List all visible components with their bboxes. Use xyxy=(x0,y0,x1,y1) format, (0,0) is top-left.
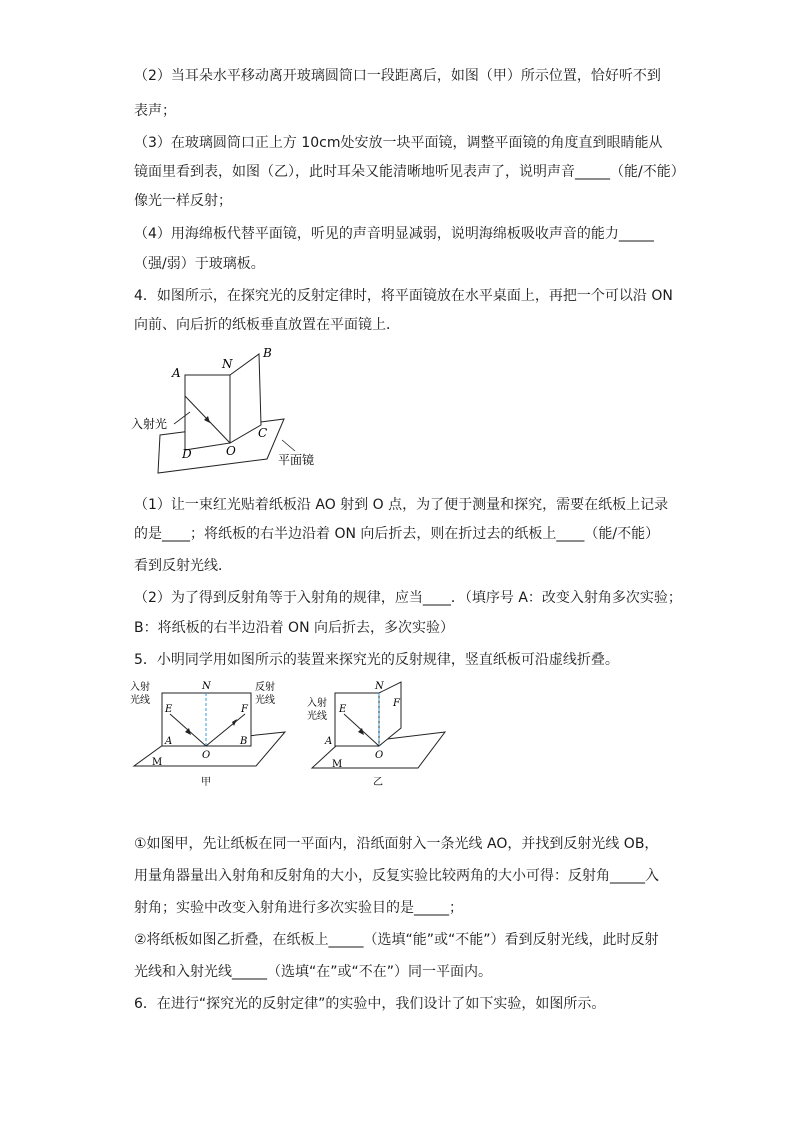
question-4-stem: 4．如图所示，在探究光的反射定律时，将平面镜放在水平桌面上，再把一个可以沿 ON xyxy=(134,288,673,304)
text-line: （2）为了得到反射角等于入射角的规律，应当____．（填序号 A：改变入射角多次实验； xyxy=(134,590,682,606)
label-M: M xyxy=(152,757,163,768)
label-C: C xyxy=(258,426,268,440)
figure-caption: 乙 xyxy=(373,777,383,788)
question-5-stem: 5．小明同学用如图所示的装置来探究光的反射规律，竖直纸板可沿虚线折叠。 xyxy=(134,652,619,668)
label-N: N xyxy=(375,681,384,692)
text-line: B：将纸板的右半边沿着 ON 向后折去，多次实验） xyxy=(134,620,454,636)
text-line: 看到反射光线． xyxy=(134,558,232,574)
label-F: F xyxy=(241,704,248,715)
label-D: D xyxy=(182,447,192,461)
text-line: 光线和入射光线_____（选填“在”或“不在”）同一平面内。 xyxy=(134,964,493,980)
incident-label-1: 入射 xyxy=(307,698,327,709)
figure-yi xyxy=(305,678,450,788)
label-F: F xyxy=(393,698,400,709)
incident-light-label: 入射光 xyxy=(131,417,168,431)
label-O: O xyxy=(202,750,211,761)
label-O: O xyxy=(375,750,384,761)
label-B: B xyxy=(240,736,248,747)
question-6-stem: 6．在进行“探究光的反射定律”的实验中，我们设计了如下实验，如图所示。 xyxy=(134,996,606,1012)
incident-label-1: 入射 xyxy=(130,682,150,693)
text-line: （1）让一束红光贴着纸板沿 AO 射到 O 点，为了便于测量和探究，需要在纸板上记录 xyxy=(134,497,669,513)
label-M: M xyxy=(332,759,343,770)
text-line: 表声； xyxy=(134,103,176,119)
text-line: ①如图甲，先让纸板在同一平面内，沿纸面射入一条光线 AO，并找到反射光线 OB， xyxy=(134,836,659,852)
label-A: A xyxy=(172,366,181,380)
text-line: 镜面里看到表，如图（乙），此时耳朵又能清晰地听见表声了，说明声音_____（能/不能） xyxy=(134,164,685,180)
reflect-label-1: 反射 xyxy=(255,682,275,693)
label-A: A xyxy=(165,736,173,747)
text-line: 像光一样反射； xyxy=(134,193,232,209)
label-B: B xyxy=(263,346,272,360)
reflect-label-2: 光线 xyxy=(255,695,275,706)
incident-label-2: 光线 xyxy=(130,695,150,706)
figure-folding-board xyxy=(130,340,330,475)
text-line: （2）当耳朵水平移动离开玻璃圆筒口一段距离后，如图（甲）所示位置，恰好听不到 xyxy=(134,68,661,84)
figure-caption: 甲 xyxy=(201,777,211,788)
text-line: 射角；实验中改变入射角进行多次实验目的是_____； xyxy=(134,900,463,916)
mirror-label: 平面镜 xyxy=(278,453,315,467)
text-line: 用量角器量出入射角和反射角的大小，反复实验比较两角的大小可得：反射角_____入 xyxy=(134,868,659,884)
label-N: N xyxy=(202,681,211,692)
text-line: 的是____；将纸板的右半边沿着 ON 向后折去，则在折过去的纸板上____（能/不能） xyxy=(134,526,660,542)
text-line: ②将纸板如图乙折叠，在纸板上_____（选填“能”或“不能”）看到反射光线，此时反射 xyxy=(134,932,659,948)
text-line: （强/弱）于玻璃板。 xyxy=(134,256,265,272)
label-A: A xyxy=(325,736,333,747)
figure-jia xyxy=(128,678,288,788)
text-line: （4）用海绵板代替平面镜，听见的声音明显减弱，说明海绵板吸收声音的能力_____ xyxy=(134,226,654,242)
incident-label-2: 光线 xyxy=(307,711,327,722)
text-line: 向前、向后折的纸板垂直放置在平面镜上． xyxy=(134,317,400,333)
text-line: （3）在玻璃圆筒口正上方 10cm处安放一块平面镜，调整平面镜的角度直到眼睛能从 xyxy=(134,135,663,151)
label-N: N xyxy=(222,357,233,371)
label-E: E xyxy=(165,704,173,715)
label-E: E xyxy=(339,704,347,715)
label-O: O xyxy=(226,444,236,458)
